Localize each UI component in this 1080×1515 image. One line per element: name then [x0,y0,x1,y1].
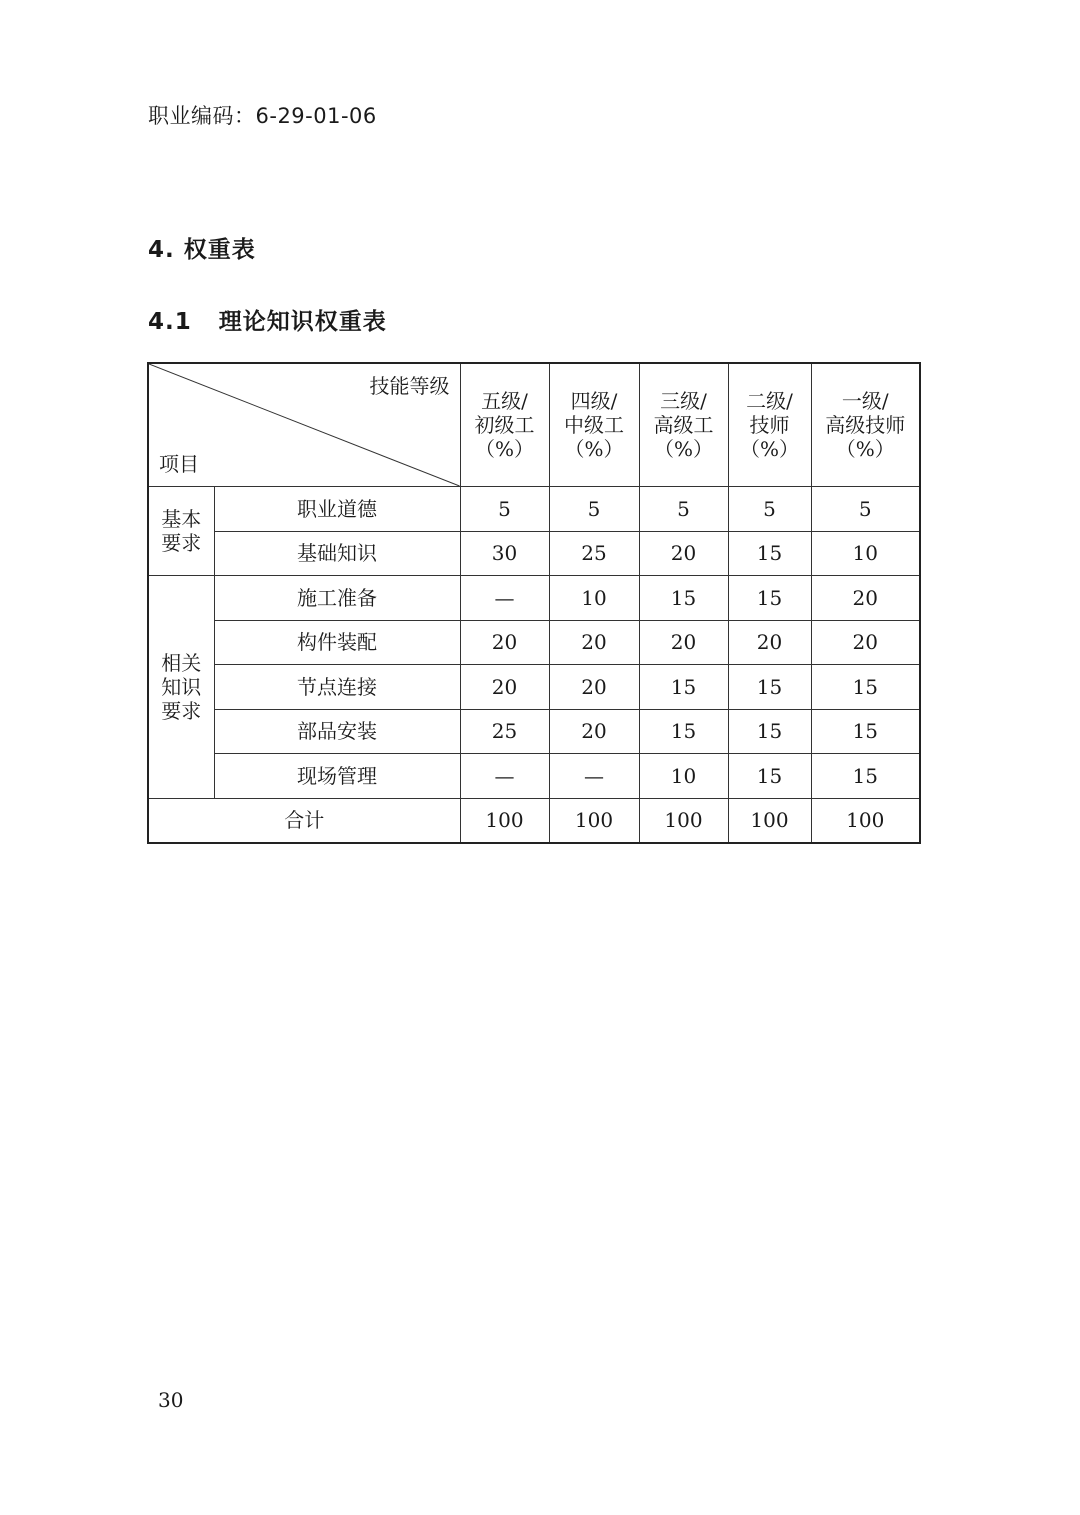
level-line: 五级/ [481,389,528,413]
row-item-label: 基础知识 [214,531,460,576]
table-row [148,665,920,710]
level-line: 初级工 [474,413,535,437]
row-value: 20 [639,531,728,576]
level-line: （%） [653,437,713,461]
level-line: 高级技师 [825,413,906,437]
row-value: 20 [811,576,920,621]
group-label-basic [148,487,214,576]
group-label-line: 基本 [161,507,202,531]
row-item-label: 职业道德 [214,487,460,532]
level-header-4 [549,363,639,487]
level-line: （%） [835,437,895,461]
level-line: （%） [564,437,624,461]
total-row [148,798,920,843]
level-line: 技师 [749,413,790,437]
page-number: 30 [158,1388,184,1412]
row-value: 15 [728,665,811,710]
row-value: 15 [811,665,920,710]
level-line: 三级/ [660,389,707,413]
row-value: — [460,576,549,621]
weight-table-wrapper [147,362,921,844]
row-value: 20 [639,620,728,665]
row-value: 10 [549,576,639,621]
row-item-label: 节点连接 [214,665,460,710]
occupation-code: 职业编码：6-29-01-06 [148,104,377,128]
row-value: 25 [549,531,639,576]
level-header-2 [728,363,811,487]
total-value: 100 [460,798,549,843]
row-value: 20 [549,665,639,710]
row-value: 25 [460,709,549,754]
table-row [148,709,920,754]
level-line: 中级工 [564,413,624,437]
corner-label-item: 项目 [159,452,199,476]
level-line: 四级/ [570,389,618,413]
row-value: 5 [460,487,549,532]
group-label-line: 相关 [161,650,202,675]
level-line: 高级工 [653,413,714,437]
row-value: 5 [639,487,728,532]
table-row [148,754,920,799]
row-value: 15 [811,709,920,754]
diagonal-header-cell [148,363,460,487]
row-value: 15 [639,709,728,754]
level-line: （%） [739,437,799,461]
corner-label-skill-level: 技能等级 [369,374,450,398]
level-header-5 [460,363,549,487]
row-value: 20 [728,620,811,665]
row-value: 20 [549,709,639,754]
row-value: — [549,754,639,799]
row-value: — [460,754,549,799]
table-header-row [148,363,920,487]
level-header-3 [639,363,728,487]
row-value: 10 [811,531,920,576]
level-header-1 [811,363,920,487]
group-label-related-knowledge [148,576,214,799]
row-value: 15 [728,576,811,621]
level-line: （%） [474,437,534,461]
total-value: 100 [811,798,920,843]
row-item-label: 施工准备 [214,576,460,621]
level-line: 一级/ [841,389,889,413]
row-value: 10 [639,754,728,799]
row-value: 5 [549,487,639,532]
group-label-line: 要求 [161,698,202,723]
row-value: 15 [728,709,811,754]
row-value: 15 [811,754,920,799]
row-value: 30 [460,531,549,576]
row-item-label: 部品安装 [214,709,460,754]
row-value: 15 [639,665,728,710]
total-value: 100 [728,798,811,843]
row-value: 20 [460,665,549,710]
row-value: 20 [460,620,549,665]
total-value: 100 [639,798,728,843]
level-line: 二级/ [746,389,793,413]
row-item-label: 现场管理 [214,754,460,799]
table-row [148,487,920,532]
table-row [148,620,920,665]
section-title: 4. 权重表 [148,237,256,263]
row-value: 20 [811,620,920,665]
row-value: 15 [728,531,811,576]
row-value: 20 [549,620,639,665]
total-value: 100 [549,798,639,843]
table-row [148,531,920,576]
table-row [148,576,920,621]
theory-knowledge-weight-table [147,362,921,844]
group-label-line: 要求 [161,531,202,555]
row-value: 15 [639,576,728,621]
total-label: 合计 [148,798,460,843]
row-item-label: 构件装配 [214,620,460,665]
row-value: 15 [728,754,811,799]
row-value: 5 [811,487,920,532]
group-label-line: 知识 [161,674,202,699]
row-value: 5 [728,487,811,532]
subsection-title: 4.1 理论知识权重表 [148,309,387,335]
